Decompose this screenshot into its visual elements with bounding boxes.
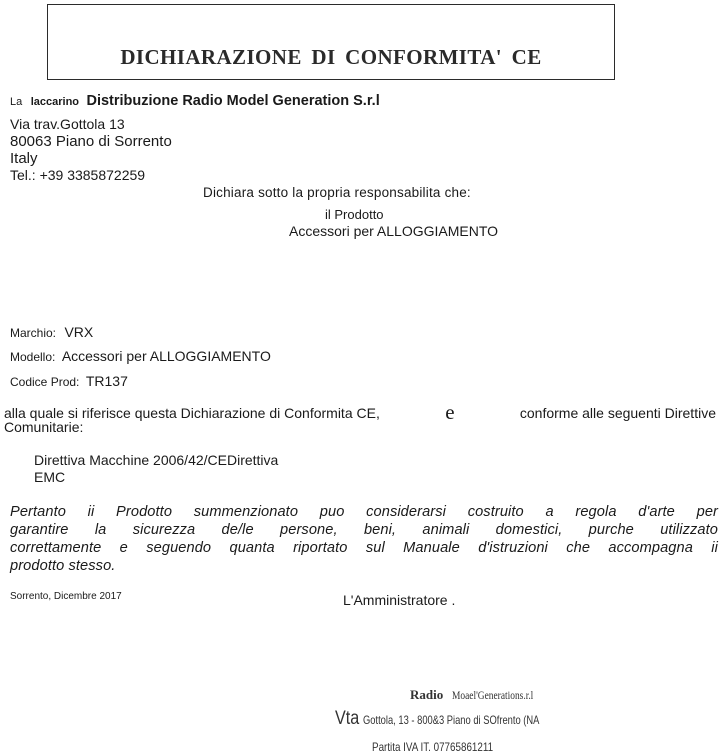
address-street: Via trav.Gottola 13 xyxy=(10,116,125,132)
model-label: Modello: xyxy=(10,350,56,364)
directive-line-2: EMC xyxy=(34,469,66,485)
brand-value: VRX xyxy=(64,324,94,340)
stamp-vat: Partita IVA IT. 07765861211 xyxy=(372,740,494,754)
conformity-line-2: Comunitarie: xyxy=(4,419,84,435)
stamp-company: Moael'Generations.r.l xyxy=(452,690,534,702)
statement-line-1: Pertanto ii Prodotto summenzionato puo considerarsi costruito a regola d'arte per xyxy=(10,504,718,520)
title-box xyxy=(47,4,615,80)
model-row xyxy=(10,348,271,366)
code-row xyxy=(10,373,128,391)
conformity-e-glyph: e xyxy=(445,400,455,424)
stamp-via: Vta xyxy=(335,708,360,729)
statement-line-4: prodotto stesso. xyxy=(10,558,116,574)
company-prefix-name: laccarino xyxy=(30,96,80,108)
signatory: L'Amministratore . xyxy=(343,592,456,608)
statement-block xyxy=(10,503,718,575)
model-value: Accessori per ALLOGGIAMENTO xyxy=(61,348,271,364)
code-label: Codice Prod: xyxy=(10,375,80,389)
document-title: DICHIARAZIONE DI CONFORMITA' CE xyxy=(120,45,542,69)
phone: Tel.: +39 3385872259 xyxy=(10,167,146,183)
statement-line-2: garantire la sicurezza de/le persone, beni, animali domestici, purche utilizzato xyxy=(10,522,718,538)
declaration-intro: Dichiara sotto la propria responsabilita che: xyxy=(203,185,471,200)
address-city: 80063 Piano di Sorrento xyxy=(10,133,172,150)
company-line xyxy=(10,92,380,110)
conformity-text-after: conforme alle seguenti Direttive xyxy=(519,405,716,421)
product-name: Accessori per ALLOGGIAMENTO xyxy=(289,223,499,239)
address-country: Italy xyxy=(10,150,38,167)
company-name: Distribuzione Radio Model Generation S.r.l xyxy=(86,93,380,109)
conformity-line-1 xyxy=(4,399,716,424)
company-prefix-la: La xyxy=(10,96,23,108)
directive-line-1: Direttiva Macchine 2006/42/CEDirettiva xyxy=(34,452,279,468)
brand-row xyxy=(10,324,93,342)
stamp-line-2 xyxy=(335,708,589,730)
stamp-address: Gottola, 13 - 800&3 Piano di SOfrento (NA xyxy=(362,713,539,727)
brand-label: Marchio: xyxy=(10,326,57,340)
statement-line-3: correttamente e seguendo quanta riportato sul Manuale d'istruzioni che accompagna ii xyxy=(10,540,718,556)
place-date: Sorrento, Dicembre 2017 xyxy=(10,591,122,602)
product-label: il Prodotto xyxy=(325,207,384,222)
conformity-text-before: alla quale si riferisce questa Dichiarazione di Conformita CE, xyxy=(4,405,380,421)
stamp-line-1 xyxy=(410,687,552,703)
code-value: TR137 xyxy=(85,373,128,389)
stamp-radio: Radio xyxy=(410,687,444,702)
